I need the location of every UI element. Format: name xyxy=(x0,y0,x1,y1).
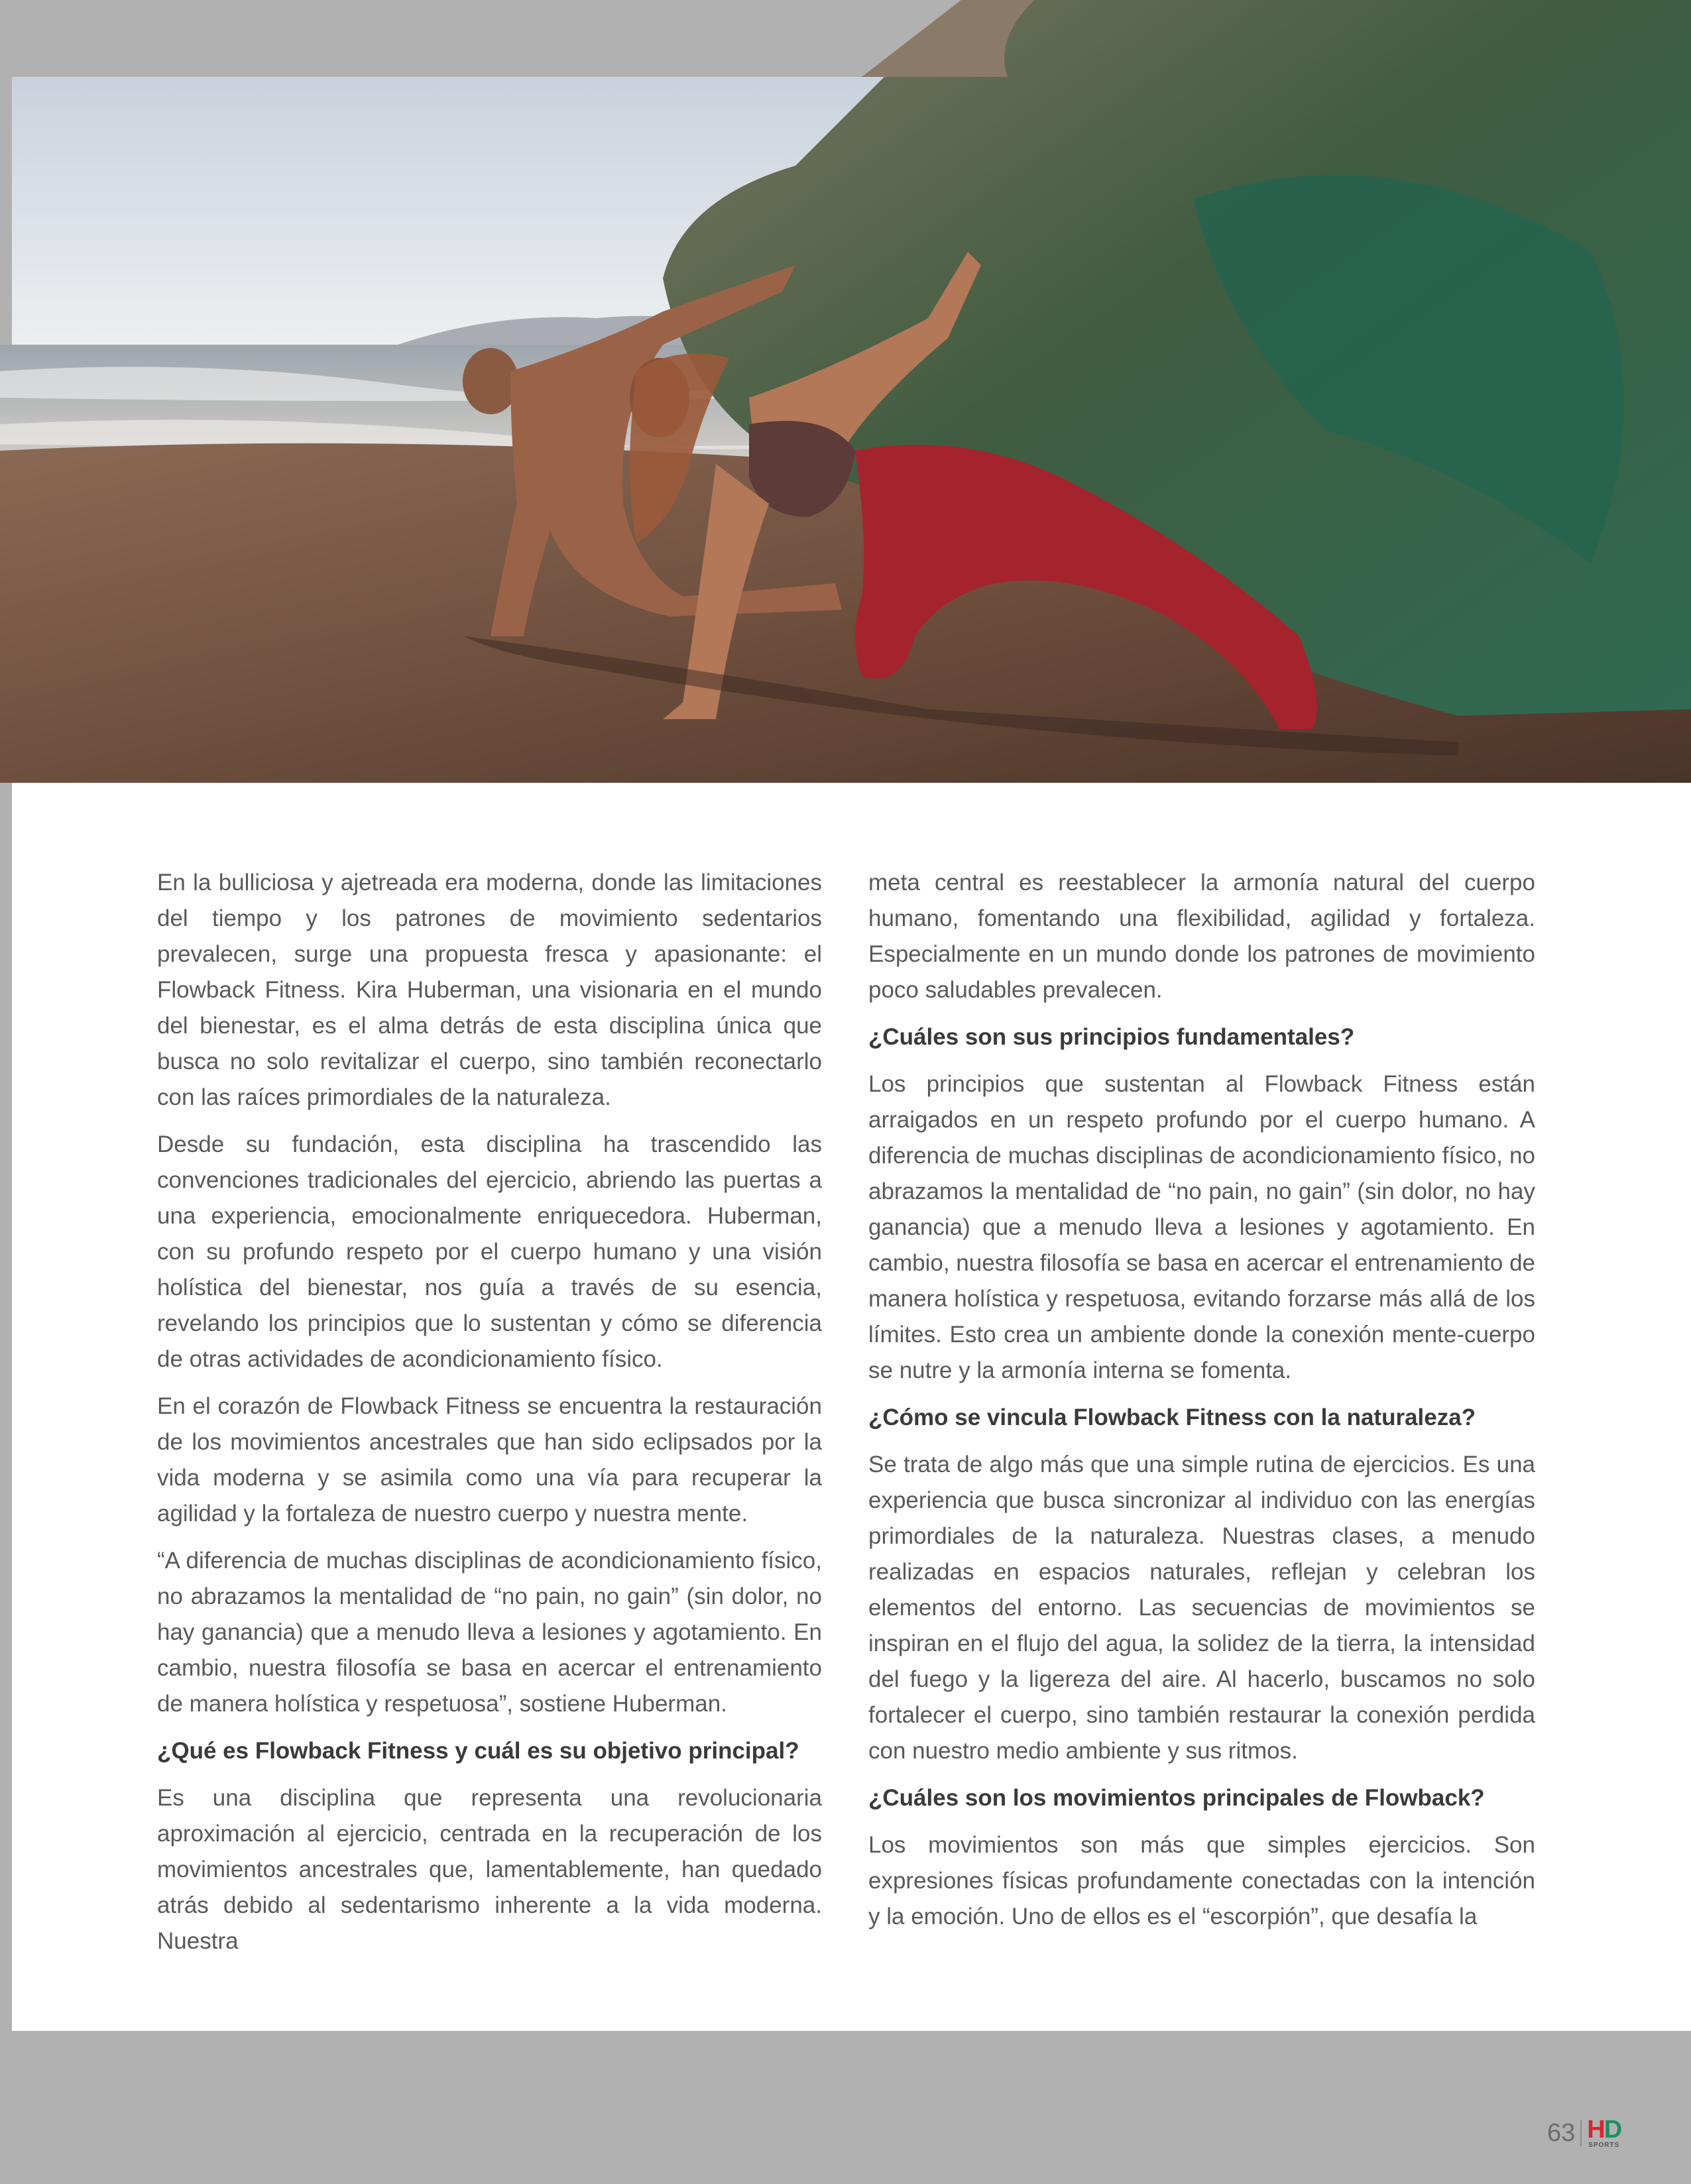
paragraph: meta central es reestablecer la armonía natural del cuerpo humano, fomentando una flexibilidad, agilidad y fortaleza. Especialmente en un mundo donde los patrones de movimiento poco saludables prevalecen. xyxy=(868,870,1535,1003)
beach-workout-photo xyxy=(0,0,1691,783)
paragraph: En la bulliciosa y ajetreada era moderna, donde las limitaciones del tiempo y los patrones de movimiento sedentarios prevalecen, surge una propuesta fresca y apasionante: el Flowback Fitness. Kira Huberman, una visionaria en el mundo del bienestar, es el alma detrás de esta disciplina única que busca no solo revitalizar el cuerpo, sino también reconectarlo con las raíces primordiales de la naturaleza. xyxy=(157,870,822,1110)
paragraph: Los movimientos son más que simples ejercicios. Son expresiones físicas profundamente conectadas con la intención y la emoción. Uno de ellos es el “escorpión”, que desafía la xyxy=(868,1832,1535,1929)
paragraph: En el corazón de Flowback Fitness se encuentra la restauración de los movimientos ancestrales que han sido eclipsados por la vida moderna y se asimila como una vía para recuperar la agilidad y la fortaleza de nuestro cuerpo y nuestra mente. xyxy=(157,1393,822,1526)
paragraph: Desde su fundación, esta disciplina ha trascendido las convenciones tradicionales del ejercicio, abriendo las puertas a una experiencia, emocionalmente enriquecedora. Huberman, con su profundo respeto por el cuerpo humano y una visión holística del bienestar, nos guía a través de su esencia, revelando los principios que lo sustentan y cómo se diferencia de otras actividades de acondicionamiento físico. xyxy=(157,1131,822,1372)
paragraph: Se trata de algo más que una simple rutina de ejercicios. Es una experiencia que busca sincronizar al individuo con las energías primordiales de la naturaleza. Nuestras clases, a menudo realizadas en espacios naturales, reflejan y celebran los elementos del entorno. Las secuencias de movimientos se inspiran en el flujo del agua, la solidez de la tierra, la intensidad del fuego y la ligereza del aire. Al hacerlo, buscamos no solo fortalecer el cuerpo, sino también restaurar la conexión perdida con nuestro medio ambiente y sus ritmos. xyxy=(868,1452,1535,1764)
section-heading: ¿Cuáles son los movimientos principales de Flowback? xyxy=(868,1785,1485,1811)
brand-subtitle: SPORTS xyxy=(1588,2141,1620,2149)
brand-mark: HD xyxy=(1587,2115,1621,2144)
page-footer xyxy=(1547,2113,1621,2153)
section-heading: ¿Cuáles son sus principios fundamentales? xyxy=(868,1024,1355,1050)
hero-photo xyxy=(0,0,1691,783)
footer-divider xyxy=(1580,2120,1582,2146)
article-column-left xyxy=(157,865,822,1971)
paragraph: Es una disciplina que representa una revolucionaria aproximación al ejercicio, centrada en la recuperación de los movimientos ancestrales que, lamentablemente, han quedado atrás debido al sedentarismo inherente a la vida moderna. Nuestra xyxy=(157,1785,822,1954)
paragraph: Los principios que sustentan al Flowback Fitness están arraigados en un respeto profundo por el cuerpo humano. A diferencia de muchas disciplinas de acondicionamiento físico, no abrazamos la mentalidad de “no pain, no gain” (sin dolor, no hay ganancia) que a menudo lleva a lesiones y agotamiento. En cambio, nuestra filosofía se basa en acercar el entrenamiento de manera holística y respetuosa, evitando forzarse más allá de los límites. Esto crea un ambiente donde la conexión mente-cuerpo se nutre y la armonía interna se fomenta. xyxy=(868,1071,1535,1383)
hd-sports-logo xyxy=(1587,2115,1621,2149)
quote-paragraph: “A diferencia de muchas disciplinas de acondicionamiento físico, no abrazamos la mentalidad de “no pain, no gain” (sin dolor, no hay ganancia) que a menudo lleva a lesiones y agotamiento. En cambio, nuestra filosofía se basa en acercar el entrenamiento de manera holística y respetuosa”, sostiene Huberman. xyxy=(157,1548,822,1717)
section-heading: ¿Qué es Flowback Fitness y cuál es su objetivo principal? xyxy=(157,1738,799,1764)
page-number: 63 xyxy=(1547,2118,1576,2147)
article-column-right xyxy=(868,865,1535,1946)
section-heading: ¿Cómo se vincula Flowback Fitness con la naturaleza? xyxy=(868,1405,1476,1430)
